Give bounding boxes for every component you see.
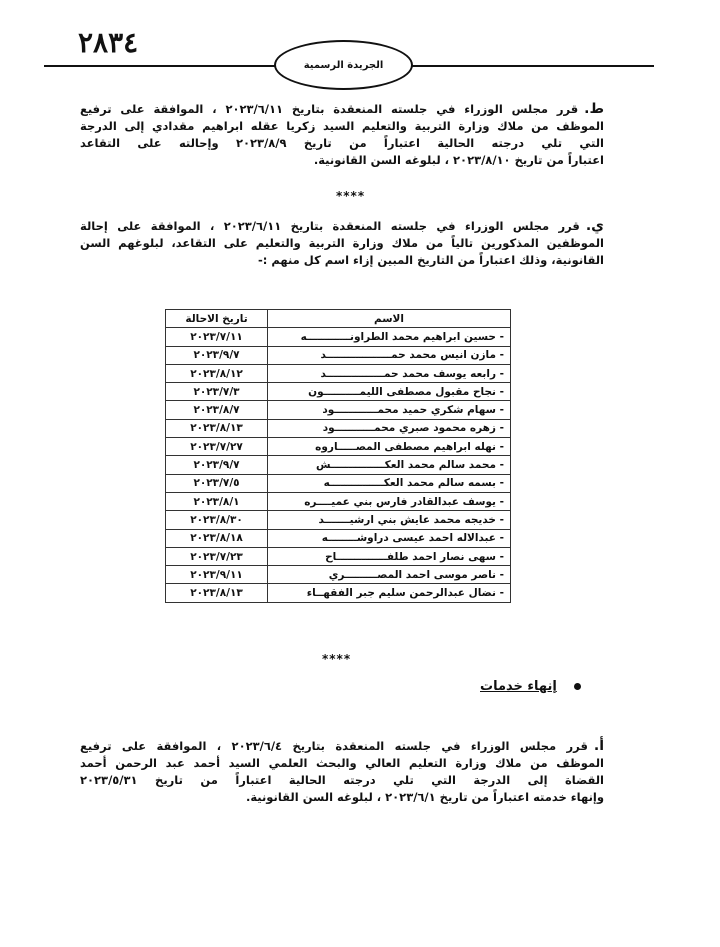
name-cell: - حسين ابراهيم محمد الطراونــــــــــــه xyxy=(268,328,511,346)
table-row xyxy=(166,584,511,602)
paragraph-line: ي.قرر مجلس الوزراء في جلسته المنعقدة بتاريخ ٢٠٢٣/٦/١١ ، الموافقة على إحالة xyxy=(80,218,604,234)
paragraph-line: القضاة إلى الدرجة التي تلي درجته الحالية اعتباراً من تاريخ ٢٠٢٣/٥/٣١ xyxy=(80,773,604,787)
date-column-header: تاريخ الاحالة xyxy=(166,310,268,328)
date-cell: ٢٠٢٣/٩/٧ xyxy=(166,456,268,474)
table-row xyxy=(166,511,511,529)
paragraph-line: التي تلي درجته الحالية اعتباراً من تاريخ ٢٠٢٣/٨/٩ وإحالته على التقاعد xyxy=(80,136,604,150)
table-row xyxy=(166,547,511,565)
table-header-row xyxy=(166,310,511,328)
paragraph-line: أ.قرر مجلس الوزراء في جلسته المنعقدة بتاريخ ٢٠٢٣/٦/٤ ، الموافقة على ترفيع xyxy=(80,738,604,754)
table-row xyxy=(166,456,511,474)
gazette-title-oval xyxy=(274,40,413,90)
paragraph-marker: ط. xyxy=(584,101,604,117)
paragraph-marker: ي. xyxy=(585,218,604,234)
table-row xyxy=(166,492,511,510)
gazette-title: الجريدة الرسمية xyxy=(303,59,384,71)
paragraph-ya xyxy=(80,218,604,269)
paragraph-line: الموظف من ملاك وزارة التربية والتعليم السيد زكريا عقله ابراهيم مقدادي إلى الدرجة xyxy=(80,119,604,133)
table-row xyxy=(166,474,511,492)
table-row xyxy=(166,346,511,364)
paragraph-line: الموظف من ملاك وزارة التعليم العالي والبحث العلمي السيد أحمد عبد الرحمن أحمد xyxy=(80,756,604,770)
table-row xyxy=(166,401,511,419)
date-cell: ٢٠٢٣/٨/١٨ xyxy=(166,529,268,547)
date-cell: ٢٠٢٣/٧/٥ xyxy=(166,474,268,492)
date-cell: ٢٠٢٣/٩/١١ xyxy=(166,566,268,584)
date-cell: ٢٠٢٣/٨/١٣ xyxy=(166,419,268,437)
paragraph-line: القانونية، وذلك اعتباراً من التاريخ المبين إزاء اسم كل منهم :- xyxy=(258,253,604,267)
name-cell: - بسمه سالم محمد العكـــــــــــــــه xyxy=(268,474,511,492)
bullet-icon xyxy=(574,683,581,690)
table-row xyxy=(166,328,511,346)
date-cell: ٢٠٢٣/٧/١١ xyxy=(166,328,268,346)
date-cell: ٢٠٢٣/٨/٣٠ xyxy=(166,511,268,529)
paragraph-line: وإنهاء خدمته اعتباراً من تاريخ ٢٠٢٣/٦/١ ، لبلوغه السن القانونية. xyxy=(245,790,604,804)
section-heading: إنهاء خدمات xyxy=(480,679,557,694)
name-cell: - سهام شكري حميد محمــــــــــــود xyxy=(268,401,511,419)
name-cell: - محمد سالم محمد العكـــــــــــــــش xyxy=(268,456,511,474)
name-cell: - مازن انيس محمد حمــــــــــــــــــد xyxy=(268,346,511,364)
paragraph-marker: أ. xyxy=(593,738,604,754)
name-cell: - عبدالاله احمد عيسى دراوشــــــــه xyxy=(268,529,511,547)
date-cell: ٢٠٢٣/٧/٢٣ xyxy=(166,547,268,565)
table-row xyxy=(166,383,511,401)
table-row xyxy=(166,438,511,456)
date-cell: ٢٠٢٣/٩/٧ xyxy=(166,346,268,364)
table-row xyxy=(166,529,511,547)
table-row xyxy=(166,419,511,437)
name-cell: - نجاح مقبول مصطفى الليمــــــــــون xyxy=(268,383,511,401)
name-cell: - يوسف عبدالقادر فارس بني عميــــره xyxy=(268,492,511,510)
retirees-table xyxy=(165,309,511,603)
separator: **** xyxy=(322,652,352,666)
name-column-header: الاسم xyxy=(268,310,511,328)
date-cell: ٢٠٢٣/٨/١ xyxy=(166,492,268,510)
paragraph-alif xyxy=(80,738,604,806)
name-cell: - نهله ابراهيم مصطفى المصـــــاروه xyxy=(268,438,511,456)
paragraph-ta xyxy=(80,101,604,169)
date-cell: ٢٠٢٣/٧/٣ xyxy=(166,383,268,401)
name-cell: - نضال عبدالرحمن سليم جبر الفقهــاء xyxy=(268,584,511,602)
paragraph-line: ط.قرر مجلس الوزراء في جلسته المنعقدة بتاريخ ٢٠٢٣/٦/١١ ، الموافقة على ترفيع xyxy=(80,101,604,117)
name-cell: - رابعه يوسف محمد حمــــــــــــــــد xyxy=(268,364,511,382)
name-cell: - ناصر موسى احمد المصـــــــــري xyxy=(268,566,511,584)
name-cell: - خديجه محمد عايش بني ارشيـــــــد xyxy=(268,511,511,529)
date-cell: ٢٠٢٣/٨/١٣ xyxy=(166,584,268,602)
date-cell: ٢٠٢٣/٨/١٢ xyxy=(166,364,268,382)
name-cell: - سهى نصار احمد طلفــــــــــــــاح xyxy=(268,547,511,565)
table-row xyxy=(166,364,511,382)
page-number: ٢٨٣٤ xyxy=(78,26,139,59)
paragraph-line: الموظفين المذكورين تالياً من ملاك وزارة التربية والتعليم على التقاعد، لبلوغهم السن xyxy=(80,236,604,250)
date-cell: ٢٠٢٣/٧/٢٧ xyxy=(166,438,268,456)
paragraph-line: اعتباراً من تاريخ ٢٠٢٣/٨/١٠ ، لبلوغه السن القانونية. xyxy=(313,153,604,167)
date-cell: ٢٠٢٣/٨/٧ xyxy=(166,401,268,419)
table-row xyxy=(166,566,511,584)
name-cell: - زهره محمود صبري محمـــــــــــود xyxy=(268,419,511,437)
separator: **** xyxy=(336,189,366,203)
